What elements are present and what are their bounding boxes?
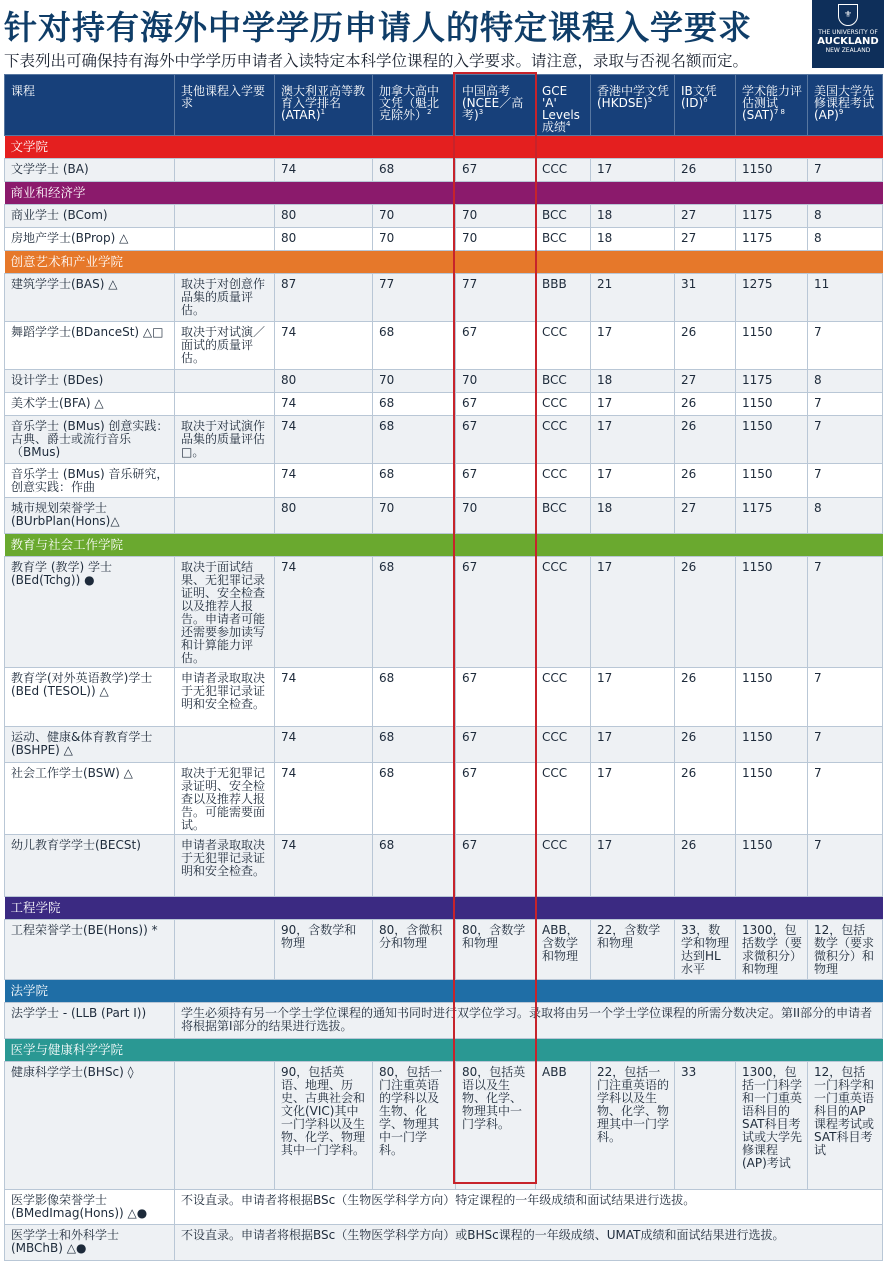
requirement-cell: 74 bbox=[275, 835, 373, 897]
course-name: 美术学士(BFA) △ bbox=[5, 393, 175, 416]
requirement-cell: CCC bbox=[536, 668, 591, 727]
requirement-cell: 80 bbox=[275, 205, 373, 228]
requirement-cell: 67 bbox=[456, 464, 536, 498]
footnote-mark: 5 bbox=[647, 96, 653, 104]
course-name: 教育学(对外英语教学)学士(BEd (TESOL)) △ bbox=[5, 668, 175, 727]
requirement-cell: 68 bbox=[373, 835, 456, 897]
footnote-mark: 3 bbox=[478, 108, 484, 116]
table-row bbox=[5, 1062, 883, 1190]
faculty-header-row bbox=[5, 182, 883, 205]
requirement-cell: 22，包括一门注重英语的学科以及生物、化学、物理其中一门学科。 bbox=[591, 1062, 675, 1190]
requirement-cell: 7 bbox=[808, 835, 883, 897]
requirement-cell: 1150 bbox=[736, 727, 808, 763]
requirement-cell: 70 bbox=[456, 370, 536, 393]
requirement-cell: 17 bbox=[591, 668, 675, 727]
footnote-mark: 9 bbox=[838, 108, 844, 116]
requirement-cell bbox=[175, 205, 275, 228]
requirements-table bbox=[4, 74, 883, 1261]
requirement-cell: 80，含微积分和物理 bbox=[373, 920, 456, 980]
requirement-cell: 68 bbox=[373, 393, 456, 416]
requirement-cell: 27 bbox=[675, 370, 736, 393]
column-header-label: 加拿大高中文凭（魁北克除外） bbox=[379, 84, 440, 122]
requirement-note: 学生必须持有另一个学士学位课程的通知书同时进行双学位学习。录取将由另一个学士学位课程的所需分数决定。第II部分的申请者将根据第I部分的结果进行选拔。 bbox=[175, 1003, 883, 1039]
footnote-mark: 6 bbox=[703, 96, 708, 104]
faculty-header-row bbox=[5, 980, 883, 1003]
column-header-label: 学术能力评估测试(SAT) bbox=[742, 84, 803, 122]
requirement-cell: 12，包括数学（要求微积分）和物理 bbox=[808, 920, 883, 980]
requirement-cell: 70 bbox=[373, 370, 456, 393]
requirement-cell: 7 bbox=[808, 464, 883, 498]
requirement-cell: 7 bbox=[808, 322, 883, 370]
requirement-cell: 33，数学和物理达到HL水平 bbox=[675, 920, 736, 980]
column-header bbox=[456, 75, 536, 136]
logo-line3: NEW ZEALAND bbox=[825, 47, 871, 54]
requirement-cell: 74 bbox=[275, 393, 373, 416]
requirement-cell: 70 bbox=[373, 228, 456, 251]
faculty-title: 法学院 bbox=[5, 980, 883, 1003]
page-title: 针对持有海外中学学历申请人的特定课程入学要求 bbox=[4, 8, 752, 47]
table-row bbox=[5, 763, 883, 835]
requirement-cell: 7 bbox=[808, 393, 883, 416]
requirement-cell: 67 bbox=[456, 668, 536, 727]
requirement-cell bbox=[175, 228, 275, 251]
requirement-cell: 80，含数学和物理 bbox=[456, 920, 536, 980]
table-row bbox=[5, 159, 883, 182]
requirement-cell: 67 bbox=[456, 835, 536, 897]
requirement-cell: 7 bbox=[808, 727, 883, 763]
requirement-cell: 18 bbox=[591, 205, 675, 228]
requirement-cell: 33 bbox=[675, 1062, 736, 1190]
requirement-cell: 1150 bbox=[736, 416, 808, 464]
requirement-cell: 90，含数学和物理 bbox=[275, 920, 373, 980]
requirement-cell: CCC bbox=[536, 763, 591, 835]
requirement-cell: 74 bbox=[275, 727, 373, 763]
column-header-label: 其他课程入学要求 bbox=[181, 84, 266, 110]
requirement-cell: 26 bbox=[675, 763, 736, 835]
requirement-cell: 取决于对试演作品集的质量评估□。 bbox=[175, 416, 275, 464]
table-header-row bbox=[5, 75, 883, 136]
requirement-cell: 26 bbox=[675, 557, 736, 668]
course-name: 城市规划荣誉学士(BUrbPlan(Hons)△ bbox=[5, 498, 175, 534]
column-header-label: 香港中学文凭(HKDSE) bbox=[597, 84, 670, 110]
requirement-cell: 74 bbox=[275, 159, 373, 182]
course-name: 商业学士 (BCom) bbox=[5, 205, 175, 228]
requirement-cell: 74 bbox=[275, 668, 373, 727]
footnote-mark: 1 bbox=[320, 108, 326, 116]
course-name: 音乐学士 (BMus) 音乐研究，创意实践：作曲 bbox=[5, 464, 175, 498]
column-header-label: IB文凭(ID) bbox=[681, 84, 717, 110]
column-header bbox=[373, 75, 456, 136]
course-name: 设计学士 (BDes) bbox=[5, 370, 175, 393]
requirement-cell: 68 bbox=[373, 557, 456, 668]
requirement-cell: CCC bbox=[536, 416, 591, 464]
course-name: 社会工作学士(BSW) △ bbox=[5, 763, 175, 835]
course-name: 法学学士 - (LLB (Part I)) bbox=[5, 1003, 175, 1039]
requirement-cell: BCC bbox=[536, 205, 591, 228]
column-header bbox=[5, 75, 175, 136]
requirement-cell bbox=[175, 370, 275, 393]
requirement-cell: 67 bbox=[456, 159, 536, 182]
course-name: 建筑学学士(BAS) △ bbox=[5, 274, 175, 322]
requirement-cell: 7 bbox=[808, 668, 883, 727]
requirement-cell: 74 bbox=[275, 557, 373, 668]
requirement-cell: 取决于对创意作品集的质量评估。 bbox=[175, 274, 275, 322]
table-row bbox=[5, 1225, 883, 1261]
requirement-cell: CCC bbox=[536, 727, 591, 763]
requirement-cell: 17 bbox=[591, 727, 675, 763]
requirement-cell: 1175 bbox=[736, 228, 808, 251]
requirement-cell: 68 bbox=[373, 727, 456, 763]
crest-icon: ⚜ bbox=[838, 4, 858, 26]
requirement-cell: 70 bbox=[456, 205, 536, 228]
table-row bbox=[5, 557, 883, 668]
requirement-cell: 31 bbox=[675, 274, 736, 322]
requirement-cell: 8 bbox=[808, 370, 883, 393]
requirement-cell: BCC bbox=[536, 370, 591, 393]
requirement-cell: 26 bbox=[675, 464, 736, 498]
course-name: 房地产学士(BProp) △ bbox=[5, 228, 175, 251]
requirement-cell bbox=[175, 393, 275, 416]
column-header-label: 课程 bbox=[11, 84, 36, 98]
faculty-title: 工程学院 bbox=[5, 897, 883, 920]
requirement-cell: 17 bbox=[591, 763, 675, 835]
requirement-cell: 80 bbox=[275, 370, 373, 393]
requirement-cell: 70 bbox=[456, 498, 536, 534]
requirement-cell: 27 bbox=[675, 205, 736, 228]
requirement-cell: 68 bbox=[373, 322, 456, 370]
requirement-cell: 8 bbox=[808, 205, 883, 228]
requirement-cell: 取决于面试结果、无犯罪记录证明、安全检查以及推荐人报告。申请者可能还需要参加读写和计算能力评估。 bbox=[175, 557, 275, 668]
requirement-cell: 1175 bbox=[736, 370, 808, 393]
requirement-cell: 26 bbox=[675, 727, 736, 763]
requirement-cell: 68 bbox=[373, 668, 456, 727]
requirement-cell: CCC bbox=[536, 322, 591, 370]
page-subtitle: 下表列出可确保持有海外中学学历申请者入读特定本科学位课程的入学要求。请注意，录取与否视名额而定。 bbox=[4, 52, 749, 70]
requirement-cell: 68 bbox=[373, 159, 456, 182]
requirement-cell: 1150 bbox=[736, 763, 808, 835]
course-name: 医学影像荣誉学士(BMedImag(Hons)) △● bbox=[5, 1190, 175, 1225]
requirement-cell: 17 bbox=[591, 393, 675, 416]
requirement-cell: 17 bbox=[591, 416, 675, 464]
faculty-header-row bbox=[5, 136, 883, 159]
requirement-cell: 1175 bbox=[736, 205, 808, 228]
table-row bbox=[5, 498, 883, 534]
requirement-cell: 1275 bbox=[736, 274, 808, 322]
requirement-note: 不设直录。申请者将根据BSc（生物医学科学方向）或BHSc课程的一年级成绩、UMAT成绩和面试结果进行选拔。 bbox=[175, 1225, 883, 1261]
logo-line2: AUCKLAND bbox=[817, 36, 879, 47]
table-row bbox=[5, 727, 883, 763]
requirement-cell: 80 bbox=[275, 228, 373, 251]
footnote-mark: 7 8 bbox=[773, 108, 785, 116]
table-row bbox=[5, 205, 883, 228]
requirement-cell: 26 bbox=[675, 393, 736, 416]
table-row bbox=[5, 322, 883, 370]
requirement-cell: 26 bbox=[675, 835, 736, 897]
column-header bbox=[808, 75, 883, 136]
requirement-cell: 7 bbox=[808, 159, 883, 182]
faculty-title: 文学院 bbox=[5, 136, 883, 159]
requirement-cell: 74 bbox=[275, 416, 373, 464]
footnote-mark: 4 bbox=[566, 120, 571, 128]
table-row bbox=[5, 668, 883, 727]
faculty-title: 创意艺术和产业学院 bbox=[5, 251, 883, 274]
requirement-cell: 27 bbox=[675, 498, 736, 534]
column-header bbox=[536, 75, 591, 136]
table-row bbox=[5, 228, 883, 251]
requirement-cell: 17 bbox=[591, 322, 675, 370]
requirement-cell: 1300，包括数学（要求微积分）和物理 bbox=[736, 920, 808, 980]
requirement-cell: 7 bbox=[808, 763, 883, 835]
requirement-cell: 80 bbox=[275, 498, 373, 534]
requirement-cell: 7 bbox=[808, 557, 883, 668]
requirement-cell: 1150 bbox=[736, 159, 808, 182]
requirement-cell: ABB bbox=[536, 1062, 591, 1190]
course-name: 舞蹈学学士(BDanceSt) △□ bbox=[5, 322, 175, 370]
requirement-cell: 17 bbox=[591, 159, 675, 182]
course-name: 教育学 (教学) 学士(BEd(Tchg)) ● bbox=[5, 557, 175, 668]
requirement-cell: 18 bbox=[591, 228, 675, 251]
requirement-cell: 1175 bbox=[736, 498, 808, 534]
requirement-cell: 17 bbox=[591, 557, 675, 668]
requirement-cell bbox=[175, 498, 275, 534]
faculty-title: 商业和经济学 bbox=[5, 182, 883, 205]
course-name: 运动、健康&体育教育学士(BSHPE) △ bbox=[5, 727, 175, 763]
requirement-cell: 17 bbox=[591, 464, 675, 498]
column-header bbox=[175, 75, 275, 136]
requirement-cell: 1300，包括一门科学和一门重英语科目的SAT科目考试或大学先修课程(AP)考试 bbox=[736, 1062, 808, 1190]
course-name: 工程荣誉学士(BE(Hons)) * bbox=[5, 920, 175, 980]
column-header-label: GCE 'A' Levels成绩 bbox=[542, 84, 580, 134]
column-header bbox=[736, 75, 808, 136]
requirement-cell: 26 bbox=[675, 322, 736, 370]
requirement-cell: 74 bbox=[275, 322, 373, 370]
requirement-cell: 90，包括英语、地理、历史、古典社会和文化(VIC)其中一门学科以及生物、化学、物理其中一门学科。 bbox=[275, 1062, 373, 1190]
requirement-cell: 7 bbox=[808, 416, 883, 464]
footnote-mark: 2 bbox=[427, 108, 432, 116]
table-row bbox=[5, 393, 883, 416]
requirement-cell: 74 bbox=[275, 763, 373, 835]
faculty-header-row bbox=[5, 534, 883, 557]
requirement-cell: 1150 bbox=[736, 835, 808, 897]
requirement-cell: BBB bbox=[536, 274, 591, 322]
course-name: 医学学士和外科学士(MBChB) △● bbox=[5, 1225, 175, 1261]
requirement-cell: 67 bbox=[456, 322, 536, 370]
requirement-cell: 67 bbox=[456, 763, 536, 835]
requirement-cell bbox=[175, 464, 275, 498]
requirement-cell: 申请者录取取决于无犯罪记录证明和安全检查。 bbox=[175, 835, 275, 897]
requirement-cell bbox=[175, 920, 275, 980]
requirement-cell: 77 bbox=[373, 274, 456, 322]
requirement-cell: 1150 bbox=[736, 557, 808, 668]
requirement-cell: 12，包括一门科学和一门重英语科目的AP课程考试或SAT科目考试 bbox=[808, 1062, 883, 1190]
requirement-cell: CCC bbox=[536, 159, 591, 182]
faculty-title: 医学与健康科学学院 bbox=[5, 1039, 883, 1062]
table-row bbox=[5, 416, 883, 464]
requirement-cell bbox=[175, 1062, 275, 1190]
requirement-cell: 18 bbox=[591, 498, 675, 534]
requirement-note: 不设直录。申请者将根据BSc（生物医学科学方向）特定课程的一年级成绩和面试结果进行选拔。 bbox=[175, 1190, 883, 1225]
table-row bbox=[5, 274, 883, 322]
requirement-cell: BCC bbox=[536, 228, 591, 251]
table-row bbox=[5, 1003, 883, 1039]
requirement-cell: 67 bbox=[456, 393, 536, 416]
requirement-cell: CCC bbox=[536, 835, 591, 897]
requirement-cell: 68 bbox=[373, 416, 456, 464]
requirement-cell: 67 bbox=[456, 727, 536, 763]
requirement-cell: BCC bbox=[536, 498, 591, 534]
faculty-header-row bbox=[5, 897, 883, 920]
requirement-cell: 70 bbox=[373, 205, 456, 228]
logo-line1: THE UNIVERSITY OF bbox=[818, 29, 878, 36]
requirement-cell: 26 bbox=[675, 159, 736, 182]
requirement-cell: 17 bbox=[591, 835, 675, 897]
requirement-cell bbox=[175, 727, 275, 763]
table-row bbox=[5, 1190, 883, 1225]
column-header-label: 美国大学先修课程考试(AP) bbox=[814, 84, 875, 122]
requirement-cell: 取决于无犯罪记录证明、安全检查以及推荐人报告。可能需要面试。 bbox=[175, 763, 275, 835]
requirement-cell: 1150 bbox=[736, 464, 808, 498]
requirement-cell: 26 bbox=[675, 668, 736, 727]
course-name: 健康科学学士(BHSc) ◊ bbox=[5, 1062, 175, 1190]
requirement-cell: 26 bbox=[675, 416, 736, 464]
column-header bbox=[591, 75, 675, 136]
requirement-cell: 68 bbox=[373, 763, 456, 835]
requirement-cell: CCC bbox=[536, 557, 591, 668]
requirement-cell: 8 bbox=[808, 228, 883, 251]
requirement-cell bbox=[175, 159, 275, 182]
course-name: 文学学士 (BA) bbox=[5, 159, 175, 182]
table-row bbox=[5, 920, 883, 980]
requirement-cell: 申请者录取取决于无犯罪记录证明和安全检查。 bbox=[175, 668, 275, 727]
requirement-cell: 70 bbox=[373, 498, 456, 534]
course-name: 幼儿教育学学士(BECSt) bbox=[5, 835, 175, 897]
requirement-cell: ABB，含数学和物理 bbox=[536, 920, 591, 980]
requirement-cell: 8 bbox=[808, 498, 883, 534]
requirement-cell: 27 bbox=[675, 228, 736, 251]
table-row bbox=[5, 835, 883, 897]
table-row bbox=[5, 370, 883, 393]
requirement-cell: 18 bbox=[591, 370, 675, 393]
column-header bbox=[275, 75, 373, 136]
requirement-cell: 1150 bbox=[736, 322, 808, 370]
column-header bbox=[675, 75, 736, 136]
table-row bbox=[5, 464, 883, 498]
faculty-header-row bbox=[5, 251, 883, 274]
requirement-cell: 68 bbox=[373, 464, 456, 498]
column-header-label: 澳大利亚高等教育入学排名(ATAR) bbox=[281, 84, 366, 122]
faculty-header-row bbox=[5, 1039, 883, 1062]
course-name: 音乐学士 (BMus) 创意实践：古典、爵士或流行音乐（BMus) bbox=[5, 416, 175, 464]
requirement-cell: 77 bbox=[456, 274, 536, 322]
faculty-title: 教育与社会工作学院 bbox=[5, 534, 883, 557]
requirement-cell: 取决于对试演／面试的质量评估。 bbox=[175, 322, 275, 370]
requirement-cell: CCC bbox=[536, 393, 591, 416]
requirement-cell: 87 bbox=[275, 274, 373, 322]
requirement-cell: 11 bbox=[808, 274, 883, 322]
requirement-cell: 22，含数学和物理 bbox=[591, 920, 675, 980]
requirement-cell: 80，包括一门注重英语的学科以及生物、化学、物理其中一门学科。 bbox=[373, 1062, 456, 1190]
requirement-cell: 67 bbox=[456, 557, 536, 668]
requirement-cell: 70 bbox=[456, 228, 536, 251]
requirement-cell: 1150 bbox=[736, 393, 808, 416]
requirement-cell: 1150 bbox=[736, 668, 808, 727]
requirement-cell: 80，包括英语以及生物、化学、物理其中一门学科。 bbox=[456, 1062, 536, 1190]
column-header-label: 中国高考(NCEE／高考) bbox=[462, 84, 524, 122]
requirement-cell: 74 bbox=[275, 464, 373, 498]
requirement-cell: CCC bbox=[536, 464, 591, 498]
requirement-cell: 21 bbox=[591, 274, 675, 322]
requirement-cell: 67 bbox=[456, 416, 536, 464]
university-logo bbox=[812, 0, 884, 68]
